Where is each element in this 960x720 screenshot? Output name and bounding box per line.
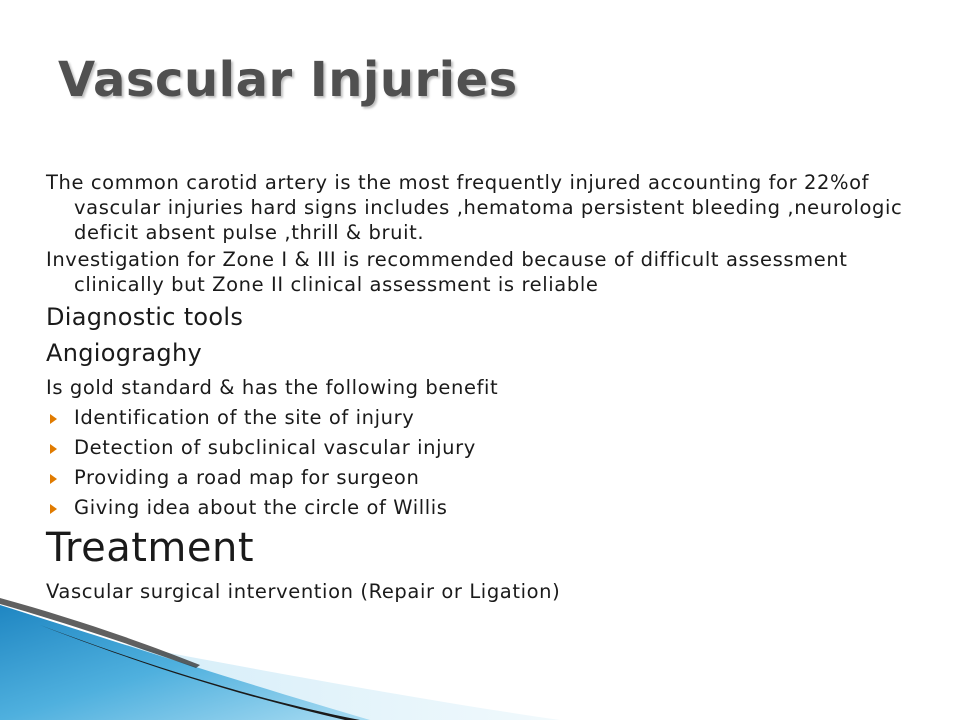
list-item-text: Providing a road map for surgeon: [74, 466, 420, 489]
decorative-wave-graphic: [0, 590, 960, 720]
treatment-text: Vascular surgical intervention (Repair or Ligation): [46, 580, 561, 603]
arrow-bullet-icon: [50, 504, 57, 514]
arrow-bullet-icon: [50, 414, 57, 424]
list-item-text: Identification of the site of injury: [74, 406, 415, 429]
paragraph-investigation: Investigation for Zone I & III is recommended because of difficult assessment clinically but Zone II clinical assessment is reliable: [46, 248, 848, 296]
slide-content: [46, 170, 926, 607]
diagnostic-tools-heading: Diagnostic tools: [46, 303, 244, 331]
list-item: [46, 463, 926, 493]
list-item-text: Detection of subclinical vascular injury: [74, 436, 476, 459]
list-item: [46, 433, 926, 463]
list-item: [46, 493, 926, 523]
gold-standard-text: Is gold standard & has the following benefit: [46, 376, 499, 399]
slide-title: Vascular Injuries: [58, 52, 518, 108]
paragraph-carotid: The common carotid artery is the most frequently injured accounting for 22%of vascular injuries hard signs includes ,hematoma persistent bleeding ,neurologic deficit absent pulse ,thrill & bruit.: [46, 171, 903, 244]
treatment-heading: Treatment: [46, 525, 255, 571]
arrow-bullet-icon: [50, 444, 57, 454]
benefit-list: [46, 403, 926, 523]
arrow-bullet-icon: [50, 474, 57, 484]
angiography-heading: Angiograghy: [46, 339, 202, 367]
list-item-text: Giving idea about the circle of Willis: [74, 496, 448, 519]
list-item: [46, 403, 926, 433]
